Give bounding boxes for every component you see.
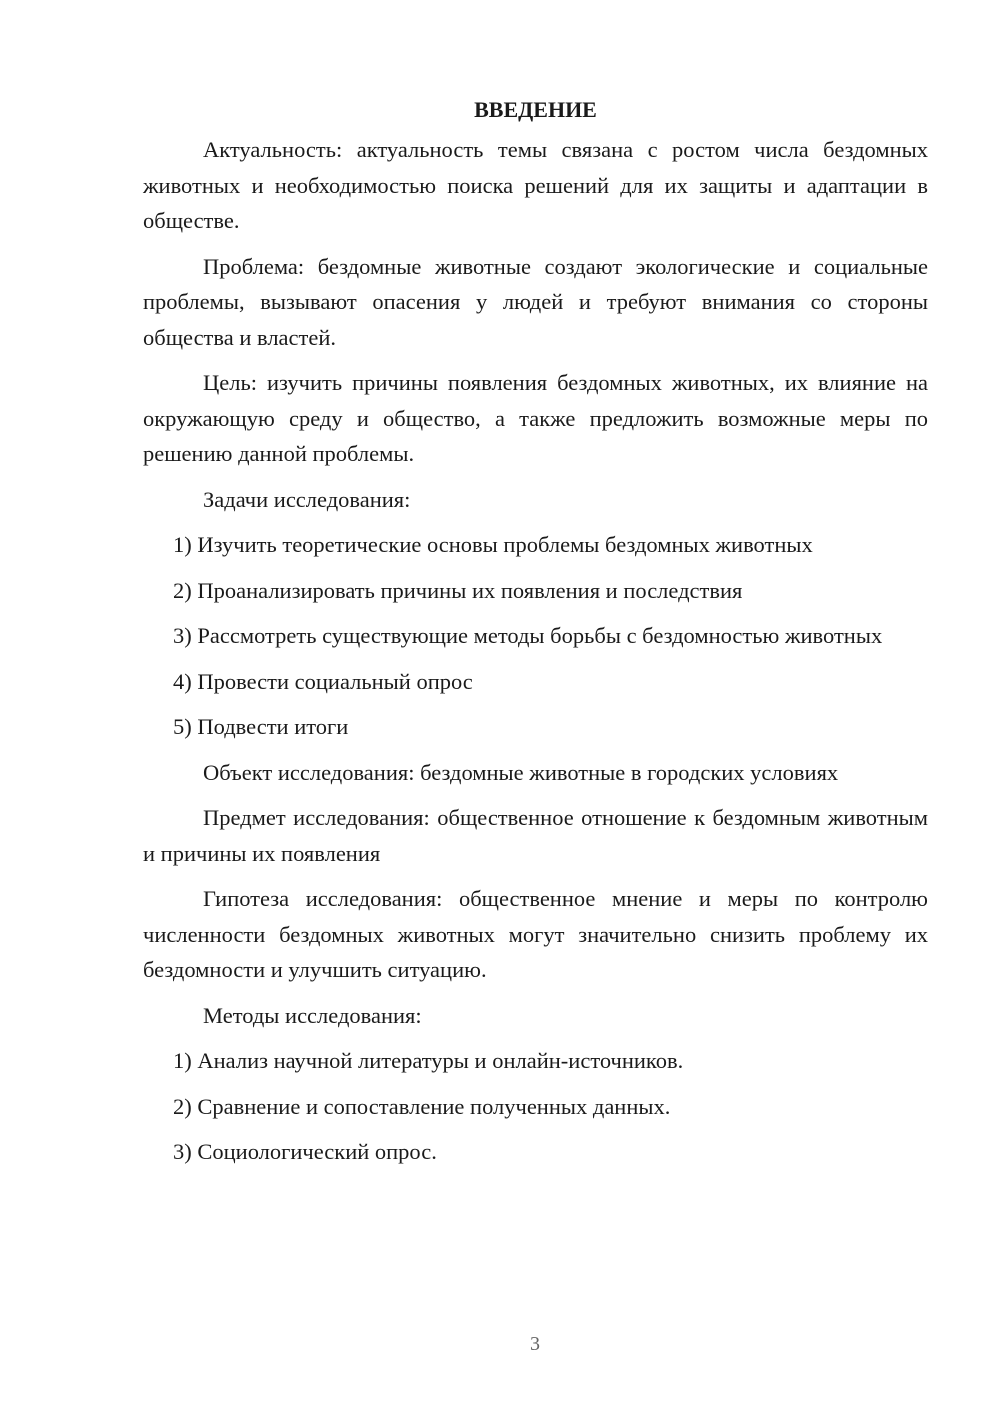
task-item: 5) Подвести итоги xyxy=(173,714,349,739)
method-item: 2) Сравнение и сопоставление полученных данных. xyxy=(173,1093,671,1119)
problem-paragraph: Проблема: бездомные животные создают экологические и социальные проблемы, вызывают опасения у людей и требуют внимания со стороны общества и властей. xyxy=(143,253,928,350)
task-item: 1) Изучить теоретические основы проблемы бездомных животных xyxy=(173,532,813,557)
task-item: 3) Рассмотреть существующие методы борьбы с бездомностью животных xyxy=(173,623,883,648)
method-item: 3) Социологический опрос. xyxy=(173,1139,437,1164)
tasks-title: Задачи исследования: xyxy=(203,486,411,512)
relevance-paragraph: Актуальность: актуальность темы связана с ростом числа бездомных животных и необходимостью поиска решений для их защиты и адаптации в обществе. xyxy=(143,137,928,233)
document-page xyxy=(143,92,928,1180)
method-item: 1) Анализ научной литературы и онлайн-источников. xyxy=(173,1048,684,1073)
hypothesis-paragraph: Гипотеза исследования: общественное мнение и меры по контролю численности бездомных животных могут значительно снизить проблему их бездомности и улучшить ситуацию. xyxy=(143,886,928,982)
object-paragraph: Объект исследования: бездомные животные в городских условиях xyxy=(203,759,839,785)
section-heading: ВВЕДЕНИЕ xyxy=(474,97,597,122)
page-number: 3 xyxy=(530,1333,540,1355)
subject-paragraph: Предмет исследования: общественное отношение к бездомным животным и причины их появления xyxy=(143,805,928,866)
goal-paragraph: Цель: изучить причины появления бездомных животных, их влияние на окружающую среду и общество, а также предложить возможные меры по решению данной проблемы. xyxy=(143,370,928,466)
task-item: 4) Провести социальный опрос xyxy=(173,668,473,694)
methods-title: Методы исследования: xyxy=(203,1002,422,1028)
task-item: 2) Проанализировать причины их появления и последствия xyxy=(173,577,743,603)
